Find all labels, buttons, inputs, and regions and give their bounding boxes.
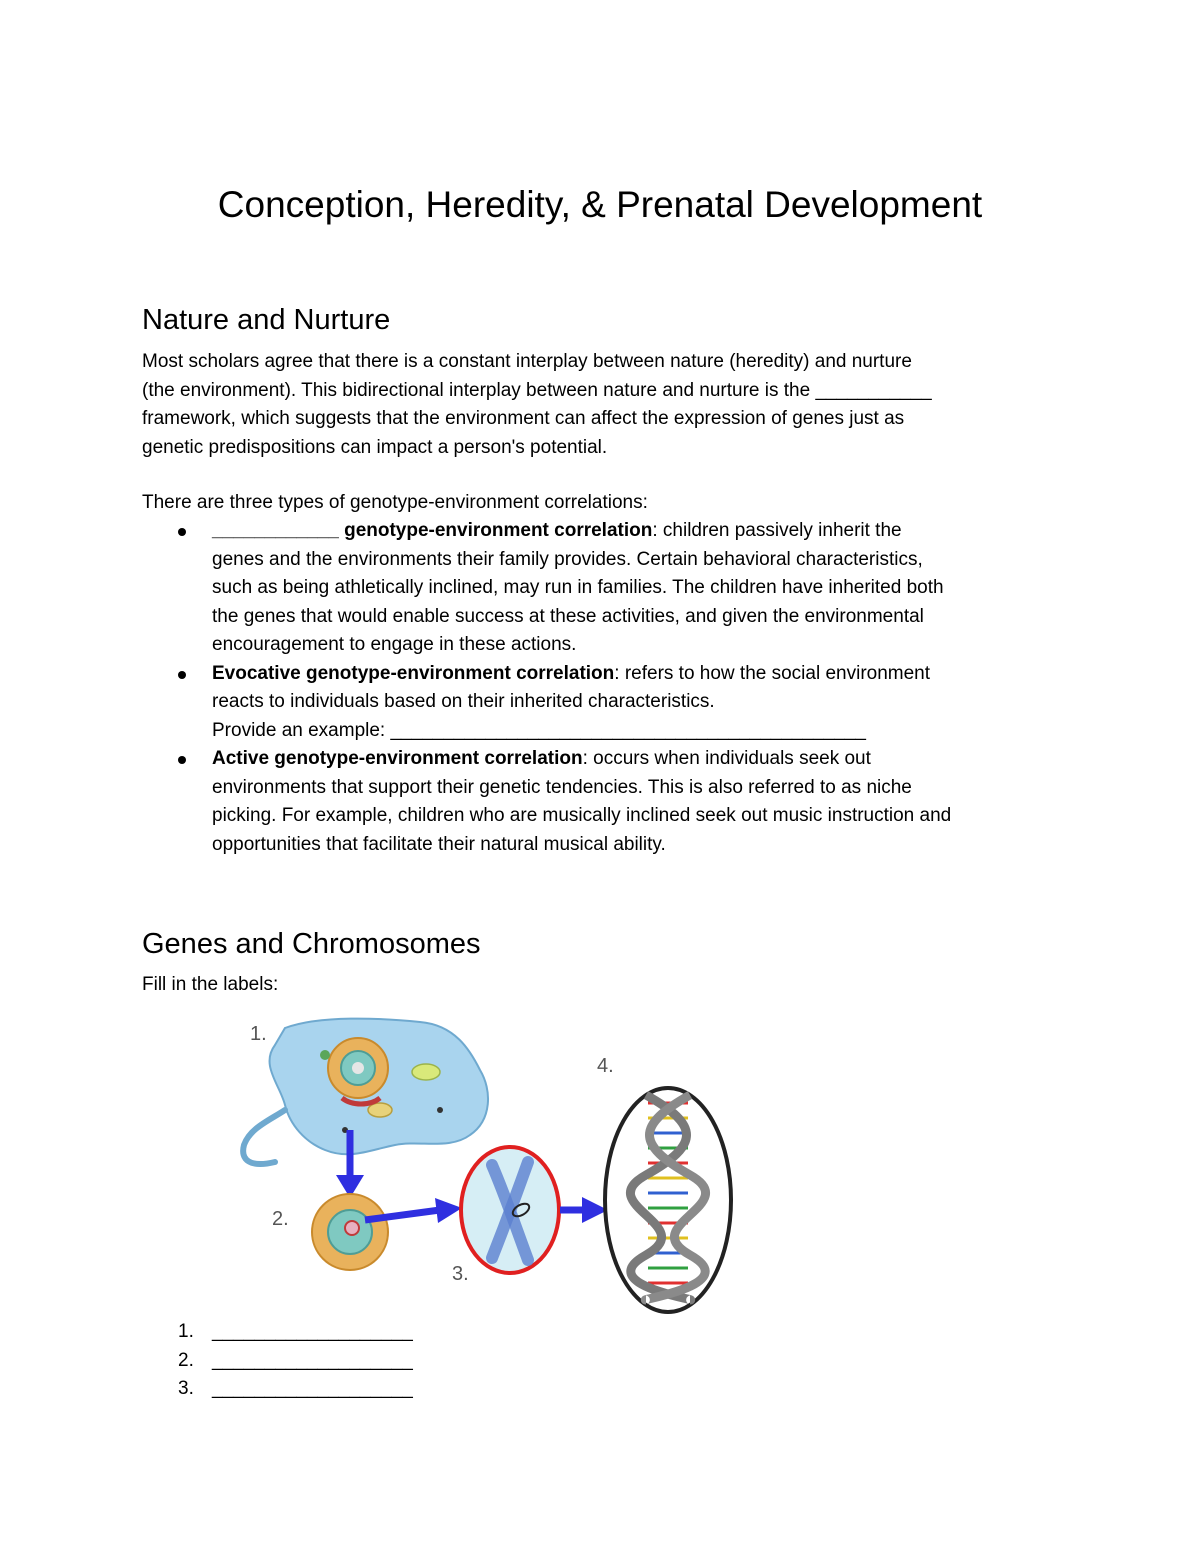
figure-label-2: 2.: [272, 1208, 289, 1230]
answer-item: 1. ___________________: [178, 1321, 413, 1342]
cell-illustration: [243, 1019, 488, 1164]
bullet-icon: [178, 671, 186, 679]
list-item-passive: ____________ genotype-environment correlation: children passively inherit the genes and the environments their family provides. Certain behavioral characteristics, such as being athletically inclined, may run in families. The children have inherited both the genes that would enable success at these activities, and given the environmental encouragement to engage in these actions.: [142, 517, 1082, 660]
figure-label-1: 1.: [250, 1023, 267, 1045]
answer-blank: ___________________: [212, 1349, 413, 1371]
answer-blank: ___________________: [212, 1378, 413, 1399]
bullet-icon: [178, 528, 186, 536]
paragraph-line: Most scholars agree that there is a constant interplay between nature (heredity) and nurture: [142, 351, 912, 372]
chromosome-illustration: [461, 1147, 559, 1273]
paragraph-line: genetic predispositions can impact a person's potential.: [142, 436, 608, 458]
term-passive: ____________ genotype-environment correlation: [212, 520, 653, 541]
figure-label-4: 4.: [597, 1055, 614, 1077]
cell-to-dna-figure: [230, 1010, 750, 1315]
list-item-evocative: Evocative genotype-environment correlation: refers to how the social environment reacts to individuals based on their inherited characteristics. Provide an example: _____________________________________________: [142, 660, 1082, 746]
dna-illustration: [605, 1088, 731, 1312]
answer-item: 2. ___________________: [178, 1349, 413, 1371]
paragraph-line: framework, which suggests that the environment can affect the expression of genes just as: [142, 408, 905, 429]
term-active: Active genotype-environment correlation: [212, 748, 583, 769]
answer-blank: ___________________: [212, 1321, 413, 1342]
term-evocative: Evocative genotype-environment correlation: [212, 662, 615, 684]
bullet-icon: [178, 756, 186, 764]
answer-list: [142, 1318, 413, 1404]
paragraph-line: (the environment). This bidirectional interplay between nature and nurture is the ___________: [142, 379, 932, 401]
figure-label-3: 3.: [452, 1263, 469, 1285]
fill-instruction: Fill in the labels:: [142, 974, 279, 995]
answer-item: 3. ___________________: [178, 1378, 413, 1399]
nucleus-illustration: [312, 1194, 388, 1270]
correlation-types-list: [142, 517, 1082, 859]
page-title: Conception, Heredity, & Prenatal Development: [217, 184, 983, 225]
section-heading-nature-nurture: Nature and Nurture: [142, 304, 391, 336]
intro-paragraph: [142, 348, 1062, 462]
list-item-active: Active genotype-environment correlation: occurs when individuals seek out environments that support their genetic tendencies. This is also referred to as niche picking. For example, children who are musically inclined seek out music instruction and opportunities that facilitate their natural musical ability.: [142, 745, 1082, 859]
example-blank-line: Provide an example: _____________________________________________: [212, 719, 866, 741]
section-heading-genes-chromosomes: Genes and Chromosomes: [142, 928, 481, 960]
types-intro: There are three types of genotype-environment correlations:: [142, 492, 648, 513]
